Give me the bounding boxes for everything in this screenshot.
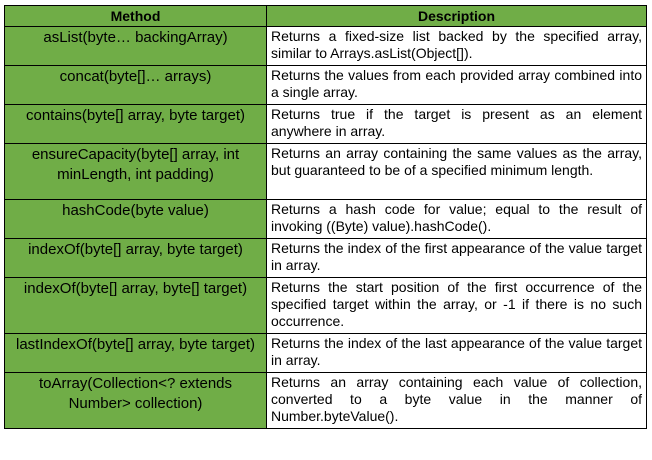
table-row bbox=[5, 334, 647, 373]
description-cell: Returns the index of the first appearance of the value target in array. bbox=[267, 239, 647, 278]
table-row bbox=[5, 66, 647, 105]
method-cell: lastIndexOf(byte[] array, byte target) bbox=[5, 334, 267, 373]
table-row bbox=[5, 239, 647, 278]
table-row bbox=[5, 105, 647, 144]
table-row bbox=[5, 373, 647, 429]
table-row bbox=[5, 144, 647, 200]
method-cell: asList(byte… backingArray) bbox=[5, 27, 267, 66]
description-cell: Returns true if the target is present as an element anywhere in array. bbox=[267, 105, 647, 144]
method-cell: toArray(Collection<? extends Number> collection) bbox=[5, 373, 267, 429]
description-cell: Returns a fixed-size list backed by the specified array, similar to Arrays.asList(Object[]). bbox=[267, 27, 647, 66]
method-cell: concat(byte[]… arrays) bbox=[5, 66, 267, 105]
table-row bbox=[5, 200, 647, 239]
method-cell: indexOf(byte[] array, byte[] target) bbox=[5, 278, 267, 334]
description-cell: Returns a hash code for value; equal to the result of invoking ((Byte) value).hashCode(). bbox=[267, 200, 647, 239]
method-cell: contains(byte[] array, byte target) bbox=[5, 105, 267, 144]
description-cell: Returns the index of the last appearance of the value target in array. bbox=[267, 334, 647, 373]
table-row bbox=[5, 278, 647, 334]
method-cell: hashCode(byte value) bbox=[5, 200, 267, 239]
method-column-header: Method bbox=[5, 6, 267, 27]
description-cell: Returns an array containing the same values as the array, but guaranteed to be of a specified minimum length. bbox=[267, 144, 647, 200]
methods-table-container bbox=[4, 5, 647, 429]
description-cell: Returns an array containing each value of collection, converted to a byte value in the manner of Number.byteValue(). bbox=[267, 373, 647, 429]
methods-table bbox=[4, 5, 647, 429]
description-column-header: Description bbox=[267, 6, 647, 27]
method-cell: indexOf(byte[] array, byte target) bbox=[5, 239, 267, 278]
table-row bbox=[5, 27, 647, 66]
table-header-row bbox=[5, 6, 647, 27]
description-cell: Returns the values from each provided array combined into a single array. bbox=[267, 66, 647, 105]
method-cell: ensureCapacity(byte[] array, int minLength, int padding) bbox=[5, 144, 267, 200]
description-cell: Returns the start position of the first occurrence of the specified target within the array, or -1 if there is no such occurrence. bbox=[267, 278, 647, 334]
